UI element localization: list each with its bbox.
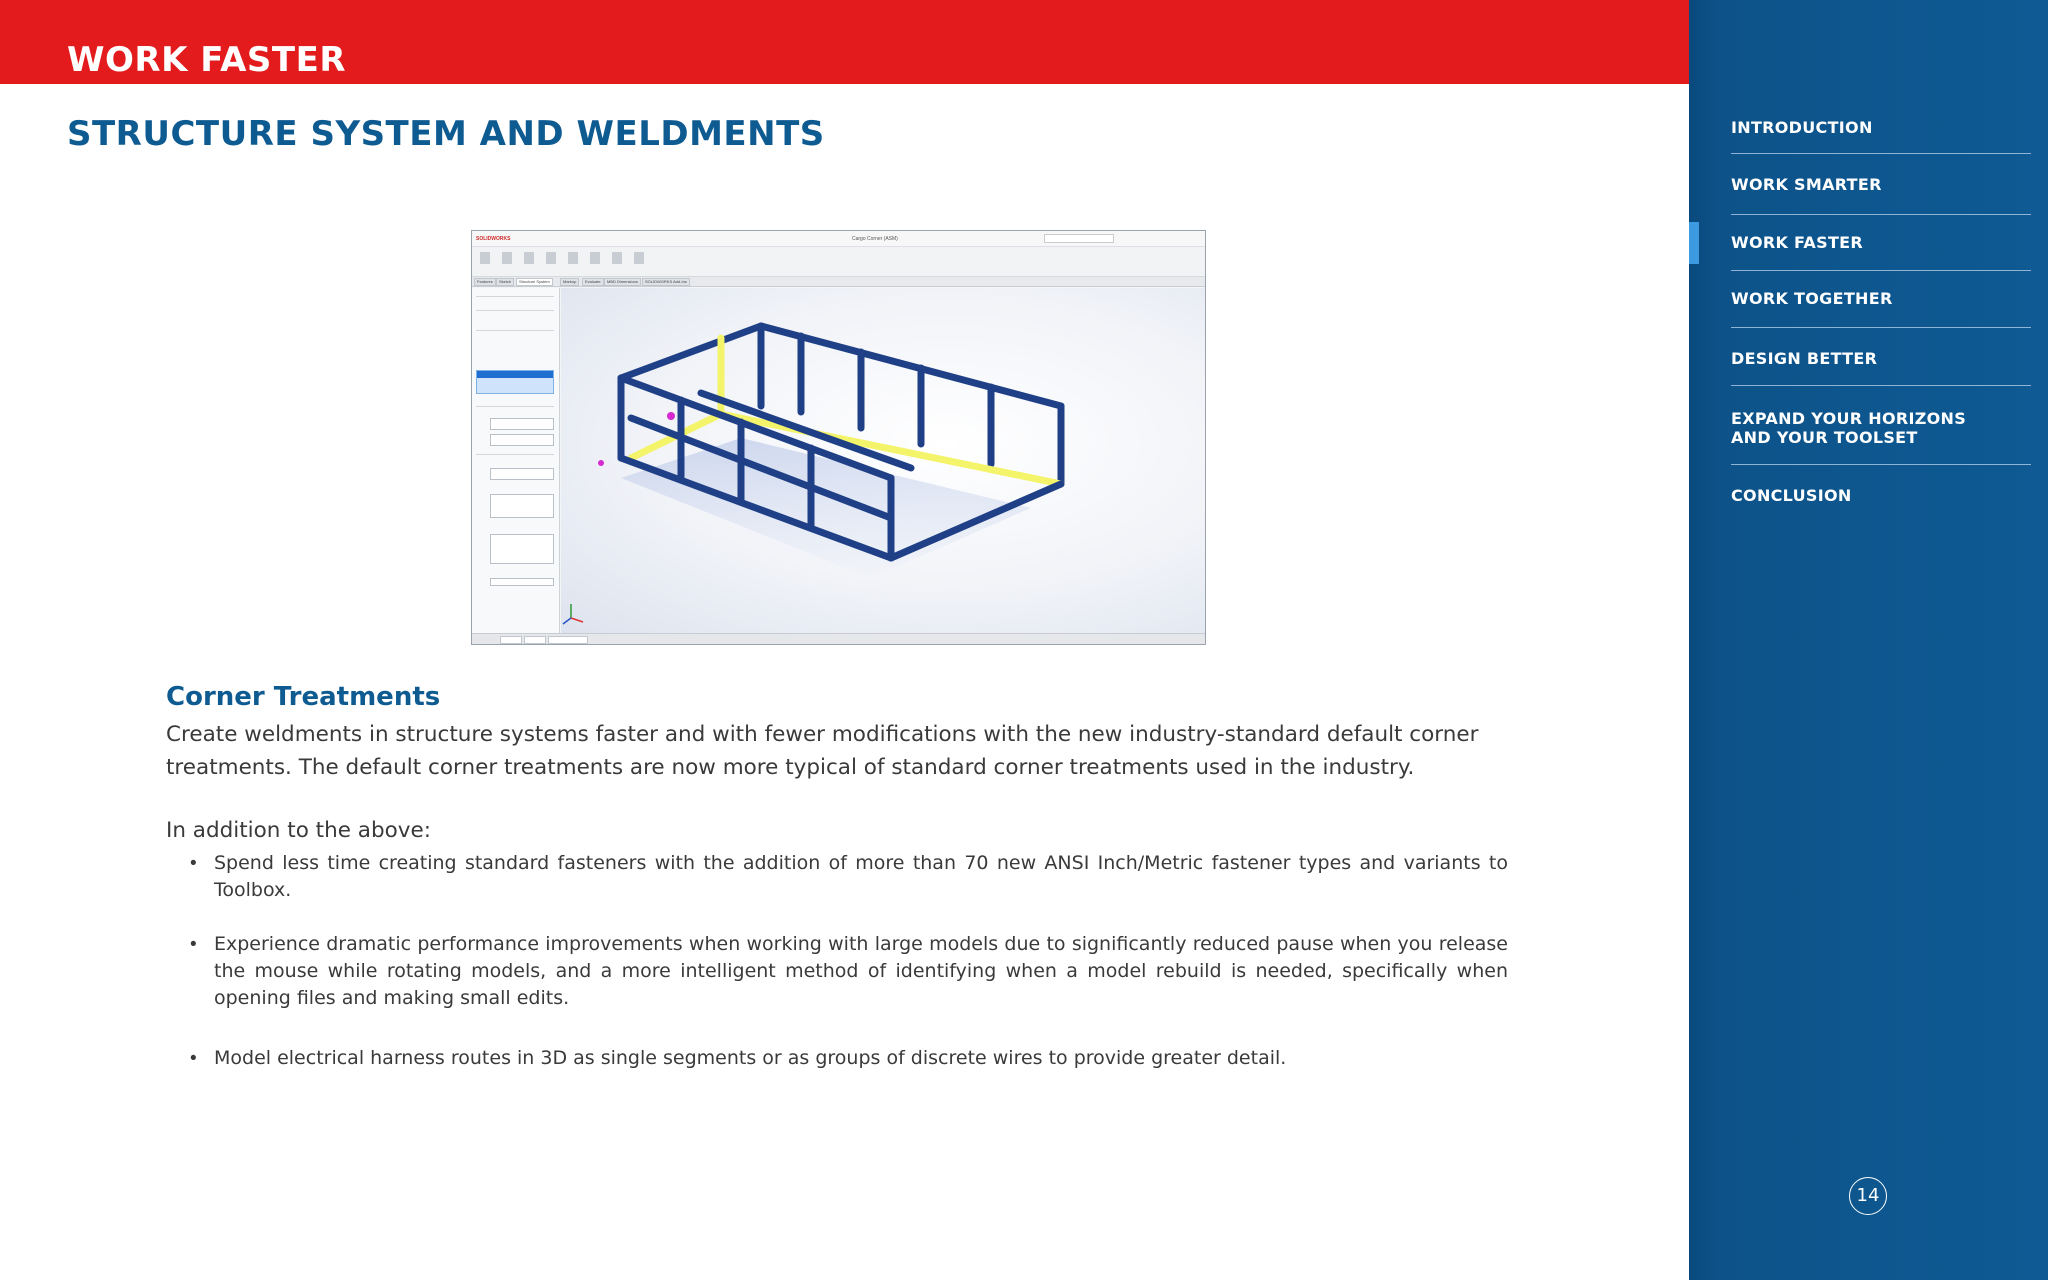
toolbar-icon (480, 252, 490, 264)
header-title: WORK FASTER (67, 40, 346, 80)
screenshot-tab: Structure System (516, 278, 553, 286)
panel-divider (476, 454, 554, 455)
solidworks-screenshot (471, 230, 1206, 645)
screenshot-tab: MBD Dimensions (604, 278, 641, 286)
panel-divider (476, 406, 554, 407)
bullet-item: Spend less time creating standard fasteners with the addition of more than 70 new ANSI Inch/Metric fastener types and variants to Toolbox. (214, 852, 1508, 901)
additions-intro: In addition to the above: (166, 818, 431, 843)
page-number: 14 (1849, 1177, 1887, 1215)
screenshot-status-bar (472, 633, 1205, 645)
panel-divider (476, 296, 554, 297)
corner-selection-list (476, 370, 554, 394)
nav-item-introduction[interactable]: INTRODUCTION (1731, 118, 1873, 137)
selected-corner-marker (598, 460, 604, 466)
bullet-item: Experience dramatic performance improvements when working with large models due to significantly reduced pause when you release the mouse while rotating models, and a more intelligent method of identifying when a model rebuild is needed, specifically when opening files and making small edits. (214, 933, 1508, 1009)
section-title: STRUCTURE SYSTEM AND WELDMENTS (67, 114, 825, 154)
bullet-marker: • (190, 1048, 197, 1069)
screenshot-tab: SOLIDWORKS Add-Ins (642, 278, 690, 286)
status-tab (500, 636, 522, 644)
nav-divider (1731, 464, 2031, 465)
active-section-marker (1689, 222, 1699, 264)
nav-item-conclusion[interactable]: CONCLUSION (1731, 486, 1852, 505)
panel-field (490, 494, 554, 518)
sidebar-nav (1689, 0, 2048, 1280)
bullet-marker: • (190, 934, 197, 955)
screenshot-tab: Features (474, 278, 496, 286)
toolbar-icon (546, 252, 556, 264)
nav-item-design-better[interactable]: DESIGN BETTER (1731, 349, 1878, 368)
nav-item-work-faster[interactable]: WORK FASTER (1731, 233, 1864, 252)
nav-divider (1731, 214, 2031, 215)
toolbar-icon (590, 252, 600, 264)
toolbar-icon (568, 252, 578, 264)
axis-triad-icon (563, 604, 583, 624)
panel-divider (476, 330, 554, 331)
nav-divider (1731, 270, 2031, 271)
panel-field (490, 418, 554, 430)
corner-treatments-heading: Corner Treatments (166, 682, 441, 712)
document-title: Cargo Corner (ASM) (852, 236, 898, 242)
toolbar-icon (524, 252, 534, 264)
nav-divider (1731, 153, 2031, 154)
selected-corner-marker (667, 412, 675, 420)
screenshot-tab: Evaluate (582, 278, 604, 286)
panel-field (490, 434, 554, 446)
nav-item-work-together[interactable]: WORK TOGETHER (1731, 289, 1893, 308)
panel-field (490, 468, 554, 480)
toolbar-icon (634, 252, 644, 264)
nav-divider (1731, 385, 2031, 386)
search-box (1044, 234, 1114, 243)
toolbar-icon (502, 252, 512, 264)
nav-divider (1731, 327, 2031, 328)
screenshot-toolbar (472, 247, 1205, 277)
nav-item-expand-your-horizons[interactable]: EXPAND YOUR HORIZONS AND YOUR TOOLSET (1731, 409, 1967, 447)
panel-divider (476, 310, 554, 311)
status-tab (548, 636, 588, 644)
corner-treatments-paragraph: Create weldments in structure systems faster and with fewer modifications with the new industry-standard default corner treatments. The default corner treatments are now more typical of standard corner treatments used in the industry. (166, 722, 1479, 780)
3d-viewport (561, 288, 1206, 633)
panel-field (490, 534, 554, 564)
panel-field (490, 578, 554, 586)
nav-item-work-smarter[interactable]: WORK SMARTER (1731, 175, 1882, 194)
structure-frame-model (561, 288, 1206, 633)
property-manager-panel (472, 288, 560, 633)
screenshot-titlebar (472, 231, 1205, 247)
status-tab (524, 636, 546, 644)
app-logo: SOLIDWORKS (476, 236, 511, 242)
screenshot-tab: Sketch (496, 278, 514, 286)
toolbar-icon (612, 252, 622, 264)
header-bar (0, 0, 1689, 84)
bullet-marker: • (190, 853, 197, 874)
bullet-item: Model electrical harness routes in 3D as single segments or as groups of discrete wires to provide greater detail. (214, 1047, 1287, 1069)
screenshot-tab: Markup (560, 278, 579, 286)
screenshot-tabs (472, 277, 1205, 287)
